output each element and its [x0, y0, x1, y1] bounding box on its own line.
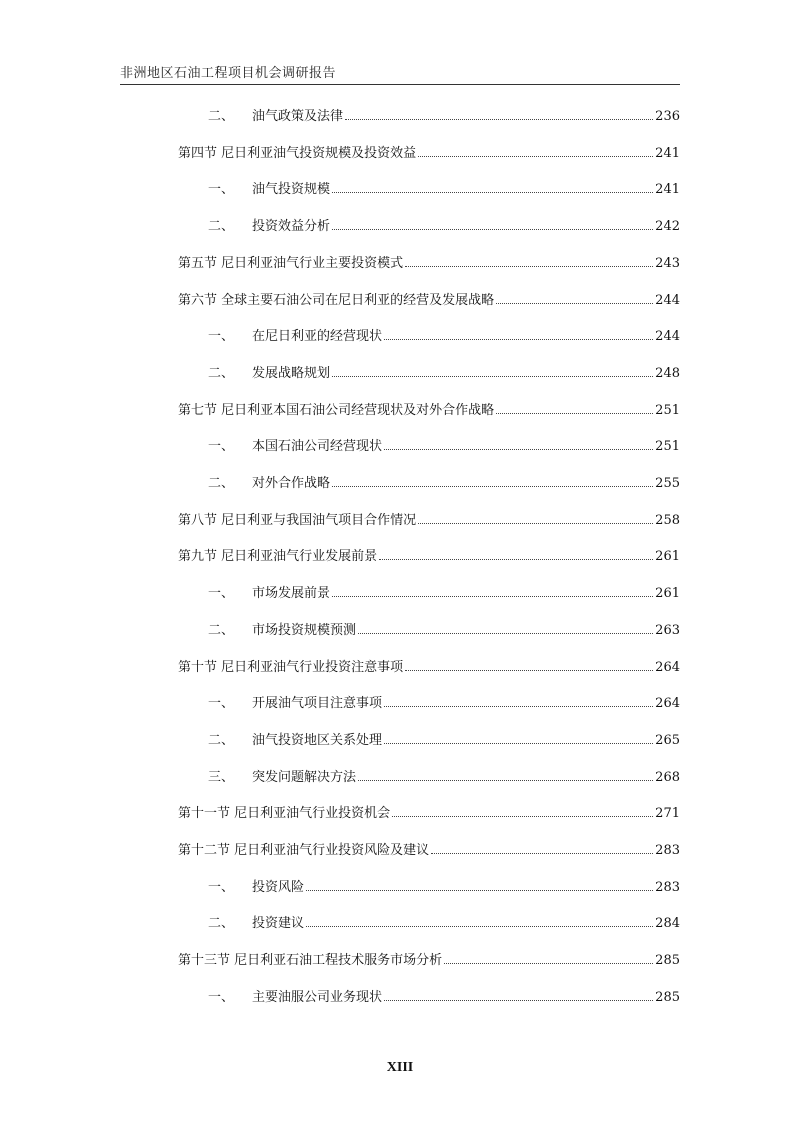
toc-entry-text: 开展油气项目注意事项: [252, 696, 383, 712]
toc-entry-text: 第十二节 尼日利亚油气行业投资风险及建议: [178, 843, 430, 858]
toc-entry-text: 投资风险: [252, 879, 305, 895]
toc-entry[interactable]: [208, 467, 680, 491]
toc-leader-dots: [306, 890, 653, 891]
toc-leader-dots: [384, 743, 653, 744]
toc-entry-label: [208, 986, 382, 1005]
toc-entry-label: [208, 215, 330, 234]
toc-entry-label: [178, 802, 390, 821]
toc-leader-dots: [332, 596, 653, 597]
toc-entry-text: 投资建议: [252, 916, 305, 932]
toc-entry[interactable]: [208, 687, 680, 711]
toc-entry-label: [208, 362, 330, 381]
toc-entry-label: [208, 766, 356, 785]
toc-entry-text: 第八节 尼日利亚与我国油气项目合作情况: [178, 512, 417, 528]
toc-entry-label: [208, 582, 330, 601]
toc-entry-page: 264: [655, 659, 680, 675]
toc-entry-label: [208, 472, 330, 491]
toc-entry-text: 在尼日利亚的经营现状: [252, 329, 383, 345]
toc-leader-dots: [392, 816, 653, 817]
toc-entry-number: 一、: [208, 879, 235, 895]
toc-entry-text: 突发问题解决方法: [252, 769, 357, 785]
toc-entry-text: 发展战略规划: [252, 365, 331, 381]
toc-leader-dots: [384, 339, 653, 340]
toc-entry-text: 油气投资地区关系处理: [252, 732, 383, 748]
toc-entry[interactable]: [208, 430, 680, 454]
toc-entry-page: 261: [655, 549, 680, 565]
toc-entry-label: [178, 399, 494, 418]
toc-entry-page: 236: [655, 109, 680, 124]
toc-entry-page: 285: [655, 989, 680, 1005]
toc-entry-label: [208, 105, 343, 124]
toc-entry-text: 油气政策及法律: [252, 109, 344, 124]
toc-entry[interactable]: [208, 761, 680, 785]
toc-leader-dots: [496, 413, 653, 414]
toc-entry-label: [208, 729, 382, 748]
toc-entry-text: 第九节 尼日利亚油气行业发展前景: [178, 549, 378, 565]
toc-leader-dots: [384, 706, 653, 707]
toc-entry-number: 二、: [208, 916, 235, 932]
toc-entry-label: [208, 178, 330, 197]
toc-entry-text: 第七节 尼日利亚本国石油公司经营现状及对外合作战略: [178, 402, 495, 418]
toc-entry-page: 248: [655, 365, 680, 381]
toc-entry-page: 243: [655, 255, 680, 271]
toc-entry-page: 258: [655, 512, 680, 528]
toc-entry-number: 二、: [208, 109, 235, 124]
toc-entry-label: [178, 545, 377, 564]
toc-entry-page: 255: [655, 476, 680, 491]
toc-entry-text: 投资效益分析: [252, 219, 331, 235]
toc-entry-label: [178, 656, 403, 675]
toc-entry-text: 第五节 尼日利亚油气行业主要投资模式: [178, 255, 404, 271]
toc-entry-text: 本国石油公司经营现状: [252, 439, 383, 455]
toc-entry-number: 二、: [208, 476, 235, 491]
toc-entry[interactable]: [178, 651, 680, 675]
toc-entry-text: 第六节 全球主要石油公司在尼日利亚的经营及发展战略: [178, 292, 495, 308]
toc-leader-dots: [358, 780, 653, 781]
toc-entry-page: 284: [655, 916, 680, 932]
toc-entry[interactable]: [178, 284, 680, 308]
footer-page-number: XIII: [386, 1060, 414, 1075]
toc-leader-dots: [496, 303, 653, 304]
toc-entry-text: 第四节 尼日利亚油气投资规模及投资效益: [178, 145, 417, 161]
toc-entry[interactable]: [208, 320, 680, 344]
toc-leader-dots: [306, 926, 653, 927]
toc-entry-number: 一、: [208, 182, 235, 198]
toc-entry-number: 三、: [208, 769, 235, 785]
toc-entry[interactable]: [178, 797, 680, 821]
toc-entry-page: 241: [655, 182, 680, 198]
toc-entry[interactable]: [208, 210, 680, 234]
toc-entry[interactable]: [208, 907, 680, 931]
toc-entry-label: [208, 325, 382, 344]
toc-entry[interactable]: [178, 247, 680, 271]
toc-entry-page: 283: [655, 879, 680, 895]
toc-entry-label: [208, 692, 382, 711]
toc-entry[interactable]: [208, 577, 680, 601]
toc-leader-dots: [358, 633, 653, 634]
toc-entry-number: 一、: [208, 696, 235, 712]
toc-entry-label: [178, 839, 429, 858]
toc-leader-dots: [405, 266, 653, 267]
header-rule: [120, 84, 680, 85]
toc-entry-page: 242: [655, 219, 680, 235]
toc-leader-dots: [332, 229, 653, 230]
toc-entry-number: 二、: [208, 365, 235, 381]
toc-leader-dots: [345, 119, 653, 120]
toc-entry[interactable]: [208, 100, 680, 124]
toc-entry-page: 244: [655, 329, 680, 345]
toc-entry[interactable]: [178, 504, 680, 528]
toc-leader-dots: [332, 486, 653, 487]
toc-entry[interactable]: [208, 724, 680, 748]
toc-entry-text: 市场发展前景: [252, 586, 331, 602]
toc-entry-page: 261: [655, 586, 680, 602]
toc-entry-page: 268: [655, 769, 680, 785]
toc-entry-text: 主要油服公司业务现状: [252, 989, 383, 1005]
toc-entry[interactable]: [208, 173, 680, 197]
toc-entry-page: 263: [655, 622, 680, 638]
toc-entry-text: 油气投资规模: [252, 182, 331, 198]
toc-leader-dots: [431, 853, 653, 854]
toc-entry-text: 市场投资规模预测: [252, 622, 357, 638]
toc-entry-label: [208, 912, 304, 931]
toc-entry-page: 241: [655, 145, 680, 161]
toc-entry[interactable]: [178, 834, 680, 858]
toc-entry-number: 一、: [208, 439, 235, 455]
toc-entry[interactable]: [208, 981, 680, 1005]
toc-entry[interactable]: [178, 394, 680, 418]
toc-entry[interactable]: [178, 540, 680, 564]
toc-entry-page: 265: [655, 732, 680, 748]
toc-entry-label: [178, 509, 416, 528]
toc-entry-text: 第十三节 尼日利亚石油工程技术服务市场分析: [178, 953, 443, 969]
toc-entry-number: 二、: [208, 622, 235, 638]
toc-entry-number: 一、: [208, 586, 235, 602]
toc-entry-page: 251: [655, 439, 680, 455]
toc-entry-number: 一、: [208, 329, 235, 345]
toc-leader-dots: [444, 963, 653, 964]
toc-leader-dots: [418, 523, 653, 524]
toc-entry-page: 264: [655, 696, 680, 712]
header-title: 非洲地区石油工程项目机会调研报告: [120, 66, 337, 81]
toc-entry-number: 二、: [208, 732, 235, 748]
toc-entry-text: 对外合作战略: [252, 476, 331, 491]
toc-entry-label: [178, 142, 416, 161]
toc-entry-number: 二、: [208, 219, 235, 235]
toc-entry-text: 第十节 尼日利亚油气行业投资注意事项: [178, 659, 404, 675]
toc-leader-dots: [379, 559, 653, 560]
toc-entry-number: 一、: [208, 989, 235, 1005]
toc-entry-page: 285: [655, 953, 680, 969]
toc-leader-dots: [332, 376, 653, 377]
toc-entry-page: 283: [655, 843, 680, 858]
toc-entry-page: 251: [655, 402, 680, 418]
toc-entry[interactable]: [178, 137, 680, 161]
toc-entry-label: [208, 435, 382, 454]
toc-entry-text: 第十一节 尼日利亚油气行业投资机会: [178, 806, 391, 822]
toc-entry-label: [178, 252, 403, 271]
toc-leader-dots: [332, 192, 653, 193]
toc-entry[interactable]: [208, 871, 680, 895]
toc-entry[interactable]: [208, 614, 680, 638]
toc-entry-page: 271: [655, 806, 680, 822]
toc-entry-page: 244: [655, 292, 680, 308]
toc-leader-dots: [384, 1000, 653, 1001]
toc-leader-dots: [418, 156, 653, 157]
toc-leader-dots: [405, 670, 653, 671]
toc-entry-label: [178, 289, 494, 308]
toc-entry[interactable]: [208, 357, 680, 381]
toc-leader-dots: [384, 449, 653, 450]
toc-entry-label: [208, 619, 356, 638]
toc-entry-label: [208, 876, 304, 895]
toc-entry[interactable]: [178, 944, 680, 968]
toc-entry-label: [178, 949, 442, 968]
